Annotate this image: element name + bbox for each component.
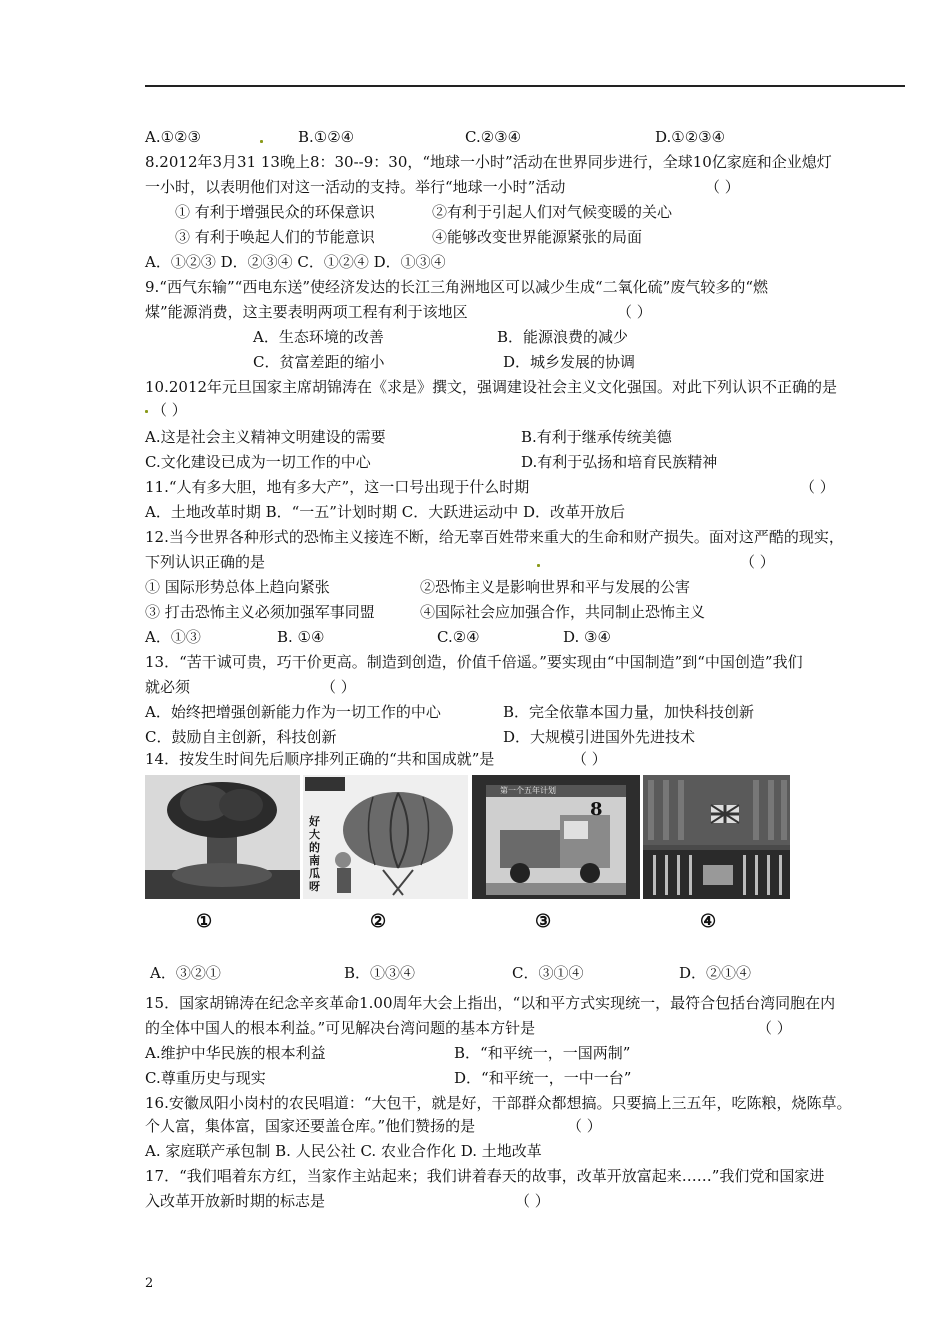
- q10-option-c: C.文化建设已成为一切工作的中心: [145, 453, 371, 471]
- q16-options: A. 家庭联产承包制 B. 人民公社 C. 农业合作化 D. 土地改革: [145, 1142, 542, 1160]
- q9-option-a: A．生态环境的改善: [253, 328, 384, 346]
- q16-stem-line1: 16.安徽凤阳小岗村的农民唱道：“大包干，就是好，干部群众都想搞。只要搞上三五年，吃陈粮，烧陈草。: [145, 1094, 852, 1112]
- q8-stem-line2: 一小时，以表明他们对这一活动的支持。举行“地球一小时”活动: [145, 178, 566, 196]
- q12-stem-line2: 下列认识正确的是: [145, 553, 266, 571]
- q13-option-a: A．始终把增强创新能力作为一切工作的中心: [145, 703, 441, 721]
- q8-options: A．①②③ D．②③④ C．①②④ D．①③④: [145, 253, 446, 271]
- q10-option-d: D.有利于弘扬和培育民族精神: [521, 453, 718, 471]
- q15-option-a: A.维护中华民族的根本利益: [145, 1044, 326, 1062]
- q10-option-b: B.有利于继承传统美德: [521, 428, 672, 446]
- q15-option-c: C.尊重历史与现实: [145, 1069, 266, 1087]
- q11-answer-paren: （ ）: [800, 478, 835, 496]
- q14-option-c: C．③①④: [512, 964, 584, 982]
- q9-stem-line1: 9.“西气东输”“西电东送”使经济发达的长江三角洲地区可以减少生成“二氧化硫”废气较多的“燃: [145, 278, 768, 296]
- q15-stem-line1: 15．国家胡锦涛在纪念辛亥革命1.00周年大会上指出，“以和平方式实现统一，最符合包括台湾同胞在内: [145, 994, 836, 1012]
- q11-options: A．土地改革时期 B．“一五”计划时期 C．大跃进运动中 D．改革开放后: [145, 503, 626, 521]
- q12-stem-line1: 12.当今世界各种形式的恐怖主义接连不断，给无辜百姓带来重大的生命和财产损失。面对这严酷的现实，: [145, 528, 844, 546]
- q7-option-b: B.①②④: [298, 128, 355, 146]
- q13-option-c: C．鼓励自主创新，科技创新: [145, 728, 337, 746]
- image-label-2: ②: [370, 911, 387, 932]
- q8-item-3: ③ 有利于唤起人们的节能意识: [175, 228, 375, 246]
- q7-option-d: D.①②③④: [655, 128, 726, 146]
- q12-item-2: ②恐怖主义是影响世界和平与发展的公害: [420, 578, 691, 596]
- q8-item-4: ④能够改变世界能源紧张的局面: [432, 228, 643, 246]
- q8-stem-line1: 8.2012年3月31 13晚上8：30--9：30，“地球一小时”活动在世界同步进行，全球10亿家庭和企业熄灯: [145, 153, 832, 171]
- q13-option-b: B．完全依靠本国力量，加快科技创新: [503, 703, 755, 721]
- q10-answer-paren: （ ）: [152, 401, 187, 419]
- q9-stem-line2: 煤”能源消费，这主要表明两项工程有利于该地区: [145, 303, 468, 321]
- speck: [145, 410, 148, 413]
- q7-option-a: A.①②③: [145, 128, 201, 146]
- speck: [537, 564, 540, 567]
- q13-stem-line2: 就必须: [145, 678, 191, 696]
- pumpkin-cartoon: [303, 775, 468, 899]
- page-number: 2: [145, 1276, 154, 1291]
- q17-stem-line2: 入改革开放新时期的标志是: [145, 1192, 326, 1210]
- q13-option-d: D．大规模引进国外先进技术: [503, 728, 696, 746]
- q17-answer-paren: （ ）: [515, 1192, 550, 1210]
- q12-answer-paren: （ ）: [740, 553, 775, 571]
- q12-option-b: B. ①④: [277, 628, 325, 646]
- q12-option-a: A．①③: [145, 628, 201, 646]
- q10-option-a: A.这是社会主义精神文明建设的需要: [145, 428, 386, 446]
- stamp-number: 8: [590, 799, 603, 820]
- q14-option-a: A．③②①: [150, 964, 221, 982]
- q15-option-d: D．“和平统一，一中一台”: [454, 1069, 632, 1087]
- q14-answer-paren: （ ）: [572, 750, 607, 768]
- q14-stem: 14．按发生时间先后顺序排列正确的“共和国成就”是: [145, 750, 495, 768]
- q15-stem-line2: 的全体中国人的根本利益。”可见解决台湾问题的基本方针是: [145, 1019, 536, 1037]
- q13-answer-paren: （ ）: [321, 678, 356, 696]
- q13-stem-line1: 13．“苦干诚可贵，巧干价更高。制造到创造，价值千倍遥。”要实现由“中国制造”到“中国创造”我们: [145, 653, 803, 671]
- q15-option-b: B．“和平统一，一国两制”: [454, 1044, 631, 1062]
- q8-item-1: ① 有利于增强民众的环保意识: [175, 203, 375, 221]
- header-rule: [145, 85, 905, 87]
- truck-stamp: [472, 775, 640, 899]
- q8-answer-paren: （ ）: [705, 178, 740, 196]
- q7-option-c: C.②③④: [465, 128, 522, 146]
- q15-answer-paren: （ ）: [757, 1019, 792, 1037]
- q12-item-4: ④国际社会应加强合作，共同制止恐怖主义: [420, 603, 706, 621]
- q12-option-d: D. ③④: [563, 628, 611, 646]
- q14-option-b: B．①③④: [344, 964, 416, 982]
- q10-stem-line1: 10.2012年元旦国家主席胡锦涛在《求是》撰文，强调建设社会主义文化强国。对此下列认识不正确的是: [145, 378, 838, 396]
- q17-stem-line1: 17．“我们唱着东方红，当家作主站起来；我们讲着春天的故事，改革开放富起来……”我们党和国家进: [145, 1167, 825, 1185]
- image-label-3: ③: [535, 911, 552, 932]
- handover-ceremony-photo: [643, 775, 790, 899]
- q14-option-d: D．②①④: [679, 964, 752, 982]
- q8-item-2: ②有利于引起人们对气候变暖的关心: [432, 203, 673, 221]
- q16-stem-line2: 个人富，集体富，国家还要盖仓库。”他们赞扬的是: [145, 1117, 476, 1135]
- q9-option-c: C．贫富差距的缩小: [253, 353, 385, 371]
- stamp-caption: 第一个五年计划: [500, 786, 556, 795]
- speck: [260, 140, 263, 143]
- q11-stem: 11.“人有多大胆，地有多大产”，这一口号出现于什么时期: [145, 478, 530, 496]
- q12-item-1: ① 国际形势总体上趋向紧张: [145, 578, 330, 596]
- image-label-1: ①: [196, 911, 213, 932]
- q12-item-3: ③ 打击恐怖主义必须加强军事同盟: [145, 603, 375, 621]
- cartoon-caption: 好大的南瓜呀: [309, 815, 320, 893]
- q9-option-d: D．城乡发展的协调: [503, 353, 636, 371]
- q9-option-b: B．能源浪费的减少: [497, 328, 629, 346]
- mushroom-cloud-photo: [145, 775, 300, 899]
- q12-option-c: C.②④: [437, 628, 480, 646]
- q9-answer-paren: （ ）: [617, 303, 652, 321]
- image-label-4: ④: [700, 911, 717, 932]
- q16-answer-paren: （ ）: [567, 1117, 602, 1135]
